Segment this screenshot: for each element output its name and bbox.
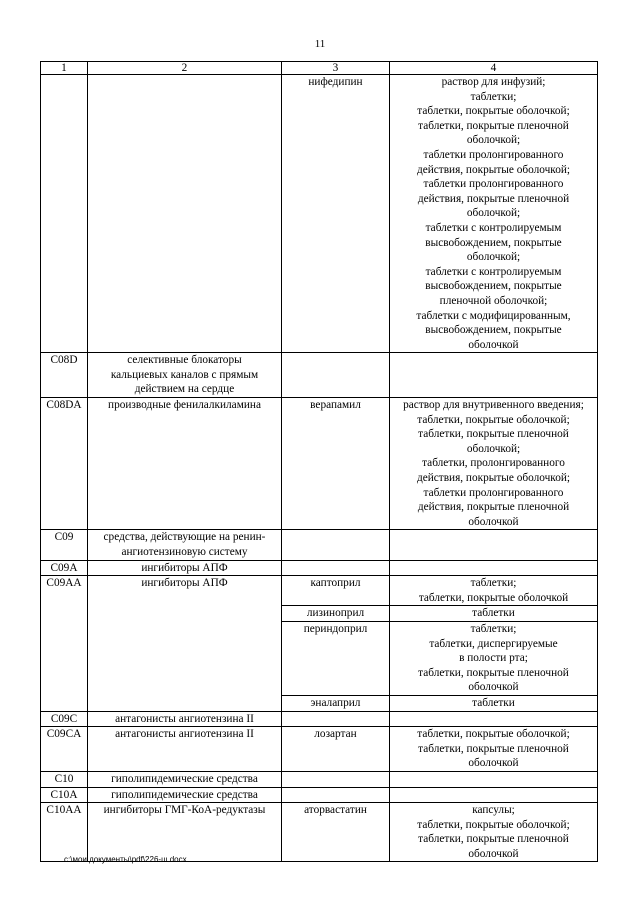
drug-name	[282, 787, 390, 803]
table-row	[41, 75, 598, 353]
group-name: гиполипидемические средства	[88, 787, 282, 803]
atc-code: C09C	[41, 711, 88, 727]
drug-name	[282, 530, 390, 560]
group-name: ингибиторы АПФ	[88, 560, 282, 576]
dosage-forms	[390, 560, 598, 576]
atc-code: C09	[41, 530, 88, 560]
group-name: ингибиторы АПФ	[88, 576, 282, 711]
drug-name: эналаприл	[282, 695, 390, 711]
table-row	[41, 398, 598, 530]
drug-name	[282, 711, 390, 727]
table-row	[41, 576, 598, 606]
dosage-forms: капсулы; таблетки, покрытые оболочкой; таблетки, покрытые пленочной оболочкой	[390, 803, 598, 862]
group-name: ингибиторы ГМГ-КоА-редуктазы	[88, 803, 282, 862]
atc-code: C10A	[41, 787, 88, 803]
atc-code: C09AA	[41, 576, 88, 711]
table-row	[41, 727, 598, 772]
atc-code	[41, 75, 88, 353]
dosage-forms: таблетки	[390, 695, 598, 711]
dosage-forms	[390, 353, 598, 398]
group-name: средства, действующие на ренин- ангиотензиновую систему	[88, 530, 282, 560]
drug-name: лозартан	[282, 727, 390, 772]
drug-name: верапамил	[282, 398, 390, 530]
drug-name	[282, 560, 390, 576]
table-row	[41, 353, 598, 398]
dosage-forms	[390, 771, 598, 787]
dosage-forms: таблетки; таблетки, покрытые оболочкой	[390, 576, 598, 606]
column-header: 2	[88, 62, 282, 75]
table-row	[41, 771, 598, 787]
atc-code: C09CA	[41, 727, 88, 772]
dosage-forms: таблетки, покрытые оболочкой; таблетки, покрытые пленочной оболочкой	[390, 727, 598, 772]
table-row	[41, 560, 598, 576]
dosage-forms: таблетки	[390, 606, 598, 622]
dosage-forms: раствор для внутривенного введения; таблетки, покрытые оболочкой; таблетки, покрытые пленочной оболочкой; таблетки, пролонгированного действия, покрытые оболочкой; таблетки пролонгированного действия, покрытые пленочной оболочкой	[390, 398, 598, 530]
drug-name	[282, 353, 390, 398]
drug-table	[40, 61, 598, 862]
group-name: селективные блокаторы кальциевых каналов с прямым действием на сердце	[88, 353, 282, 398]
atc-code: C10	[41, 771, 88, 787]
group-name: антагонисты ангиотензина II	[88, 711, 282, 727]
table-row	[41, 787, 598, 803]
atc-code: C08DA	[41, 398, 88, 530]
dosage-forms	[390, 530, 598, 560]
atc-code: C09A	[41, 560, 88, 576]
column-header: 4	[390, 62, 598, 75]
group-name: производные фенилалкиламина	[88, 398, 282, 530]
dosage-forms: раствор для инфузий; таблетки; таблетки, покрытые оболочкой; таблетки, покрытые пленочной оболочкой; таблетки пролонгированного действия, покрытые оболочкой; таблетки пролонгированного действия, покрытые пленочной оболочкой; таблетки с контролируемым высвобождением, покрытые оболочкой; таблетки с контролируемым высвобождением, покрытые пленочной оболочкой; таблетки с модифицированным, высвобождением, покрытые оболочкой	[390, 75, 598, 353]
table-row	[41, 530, 598, 560]
table-row	[41, 803, 598, 862]
dosage-forms: таблетки; таблетки, диспергируемые в полости рта; таблетки, покрытые пленочной оболочкой	[390, 621, 598, 695]
atc-code: C10AA	[41, 803, 88, 862]
atc-code: C08D	[41, 353, 88, 398]
drug-name: периндоприл	[282, 621, 390, 695]
column-header: 1	[41, 62, 88, 75]
drug-name: лизиноприл	[282, 606, 390, 622]
group-name	[88, 75, 282, 353]
file-path-footer: c:\мои документы\pdf\226-ш.docx	[64, 855, 187, 864]
column-header: 3	[282, 62, 390, 75]
table-header-row	[41, 62, 598, 75]
group-name: гиполипидемические средства	[88, 771, 282, 787]
drug-name: каптоприл	[282, 576, 390, 606]
dosage-forms	[390, 711, 598, 727]
dosage-forms	[390, 787, 598, 803]
drug-name: нифедипин	[282, 75, 390, 353]
table-row	[41, 711, 598, 727]
group-name: антагонисты ангиотензина II	[88, 727, 282, 772]
drug-name: аторвастатин	[282, 803, 390, 862]
page-number: 11	[314, 38, 326, 50]
drug-name	[282, 771, 390, 787]
